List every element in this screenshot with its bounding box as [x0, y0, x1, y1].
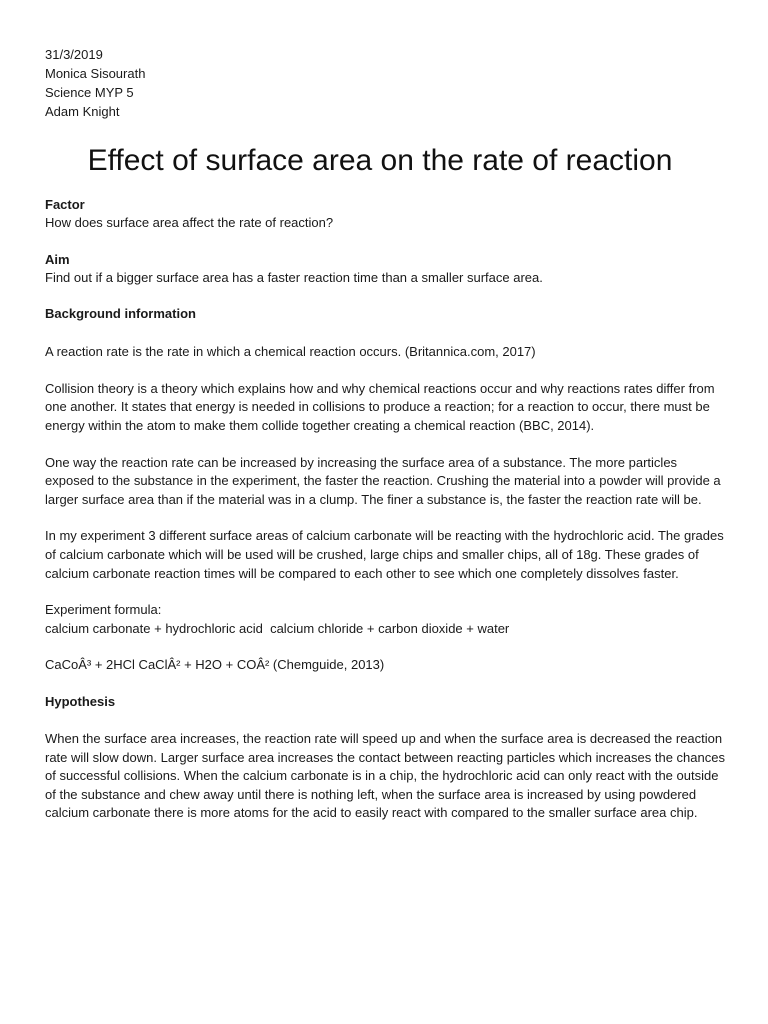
aim-heading: Aim — [45, 251, 70, 267]
header-student-name: Monica Sisourath — [45, 66, 146, 81]
background-paragraph: One way the reaction rate can be increased by increasing the surface area of a substance. The more particles exposed to the substance in the experiment, the faster the reaction. Crushing the material into a powder will provide a larger surface area than if the material was in a clump. The finer a substance is, the faster the reaction rate will be. — [45, 454, 721, 507]
formula-symbols: CaCoÂ³ + 2HCl CaClÂ² + H2O + COÂ² (Chemguide, 2013) — [45, 657, 385, 673]
document-page — [45, 45, 725, 823]
formula-words: calcium carbonate + hydrochloric acid calcium chloride + carbon dioxide + water — [45, 620, 510, 636]
document-header — [45, 45, 725, 121]
header-date: 31/3/2019 — [45, 47, 103, 62]
document-title: Effect of surface area on the rate of reaction — [87, 144, 673, 177]
aim-section — [45, 251, 725, 288]
background-paragraph: Collision theory is a theory which explains how and why chemical reactions occur and why reactions rates differ from one another. It states that energy is needed in collisions to produce a reaction; for a reaction to occur, there must be energy within the atom to make them collide together creating a chemical reaction (BBC, 2014). — [45, 380, 715, 433]
hypothesis-section — [45, 693, 725, 823]
formula-label: Experiment formula: — [45, 602, 162, 618]
factor-heading: Factor — [45, 197, 85, 212]
factor-text: How does surface area affect the rate of reaction? — [45, 215, 334, 230]
header-teacher: Adam Knight — [45, 104, 120, 119]
aim-text: Find out if a bigger surface area has a faster reaction time than a smaller surface area. — [45, 269, 543, 285]
hypothesis-text: When the surface area increases, the reaction rate will speed up and when the surface area is decreased the reaction rate will slow down. Larger surface area increases the contact between reacting particles which increases the chances of successful collisions. When the calcium carbonate is in a chip, the hydrochloric acid can only react with the outside of the substance and chew away until there is nothing left, when the surface area is increased by using powdered calcium carbonate there is more atoms for the acid to easily react with compared to the smaller surface area chip. — [45, 730, 725, 821]
hypothesis-heading: Hypothesis — [45, 693, 116, 709]
background-section — [45, 305, 725, 675]
background-paragraph: In my experiment 3 different surface areas of calcium carbonate will be reacting with the hydrochloric acid. The grades of calcium carbonate which will be used will be crushed, large chips and smaller chips, all of 18g. These grades of calcium carbonate reaction times will be compared to each other to see which one completely dissolves faster. — [45, 528, 724, 581]
background-paragraph: A reaction rate is the rate in which a chemical reaction occurs. (Britannica.com, 2017) — [45, 344, 536, 360]
background-heading: Background information — [45, 306, 196, 322]
factor-section — [45, 196, 725, 233]
header-subject: Science MYP 5 — [45, 85, 134, 100]
